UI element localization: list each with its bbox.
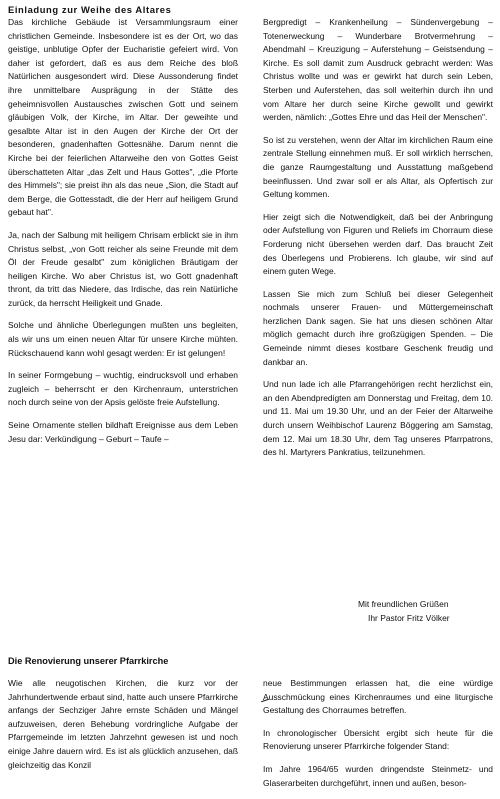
closing-greeting: Mit freundlichen Grüßen <box>358 599 449 609</box>
article-title: Einladung zur Weihe des Altares <box>8 4 172 15</box>
paragraph: neue Bestimmungen erlassen hat, die eine würdige Ausschmückung eines Kirchenraumes und eine liturgische Gestaltung des Chorraumes betreffen. <box>263 678 493 716</box>
section-title: Die Renovierung unserer Pfarrkirche <box>8 656 169 666</box>
paragraph: Hier zeigt sich die Notwendigkeit, daß bei der Anbringung oder Aufstellung von Figuren und Reliefs im Chorraum diese Forderung nicht übersehen werden darf. Das braucht Zeit des Überlegens und Probierens. Ich glaube, wir sind auf einem guten Wege. <box>263 211 493 277</box>
paragraph: Wie alle neugotischen Kirchen, die kurz vor der Jahrhundertwende erbaut sind, hatte auch unsere Pfarrkirche anfangs der Sechziger Jahre ernste Schäden und Mängel aufzuweisen, deren Behebung vordringliche Aufgabe der Pfarrgemeinde im letzten Jahrzehnt gewesen ist und noch einige Jahre dauern wird. Es ist als glücklich anzusehen, daß gleichzeitig das Konzil <box>8 678 238 770</box>
paragraph: Ja, nach der Salbung mit heiligem Chrisam erblickt sie in ihm Christus selbst, „von Gott reicher als seine Freunde mit dem Öl der Freude gesalbt" zum königlichen Bräutigam der heiligen Kirche. Wo aber Christus ist, wo Gott gnadenhaft thront, da tritt das Niedere, das Irdische, das rein Natürliche zurück, da herrscht Heiligkeit und Gnade. <box>8 229 238 308</box>
column-left-bottom <box>8 677 238 781</box>
column-left-top <box>8 16 238 455</box>
signature-name: Ihr Pastor Fritz Völker <box>368 612 450 623</box>
paragraph: Im Jahre 1964/65 wurden dringendste Steinmetz- und Glaserarbeiten durchgeführt, innen und außen, beson- <box>263 763 493 788</box>
paragraph: In chronologischer Übersicht ergibt sich heute für die Renovierung unserer Pfarrkirche folgender Stand: <box>263 727 493 752</box>
paragraph: Bergpredigt – Krankenheilung – Sündenvergebung – Totenerweckung – Wunderbare Brotvermehrung – Abendmahl – Kreuzigung – Auferstehung – Geistsendung – Kirche. Es soll damit zum Ausdruck gebracht werden: Was Christus wollte und was er gewirkt hat durch sein Leben, Sterben und Auferstehen, das soll weiterhin durch ihn und vom Altare her durch seine Kirche gewollt und gewirkt werden, nämlich: „Gottes Ehre und das Heil der Menschen". <box>263 17 493 123</box>
paragraph: Seine Ornamente stellen bildhaft Ereignisse aus dem Leben Jesu dar: Verkündigung – Geburt – Taufe – <box>8 420 238 444</box>
column-right-top <box>263 16 493 469</box>
column-right-bottom <box>263 677 493 799</box>
paragraph: Das kirchliche Gebäude ist Versammlungsraum einer christlichen Gemeinde. Insbesondere ist es der Ort, wo das geistige, unblutige Opfer der Eucharistie gefeiert wird. Von daher ist gefordert, daß es aus dem Reiche des bloß Natürlichen ausgesondert wird. Diese Aussonderung findet ihre unmittelbare Ausprägung in der Stätte des geheimnisvollen Austausches zwischen Gott und seinem gläubigen Volk, der Kirche, im Altar. Der geweihte und gesalbte Altar ist in den Augen der Kirche der Ort der besonderen, gnadenhaften Gottesnähe. Darum nennt die Kirche bei der feierlichen Altarweihe den von Gottes Geist überschatteten Altar „das Zelt und Haus Gottes", „die Pforte des Himmels"; sie preist ihn als das neue „Sion, die Stadt auf dem Berge, die Gottesstadt, die der Herr auf heiligem Grund gebaut hat". <box>8 17 238 218</box>
paragraph: Und nun lade ich alle Pfarrangehörigen recht herzlichst ein, an den Abendpredigten am Donnerstag und Freitag, dem 10. und 11. Mai um 19.30 Uhr, und an der Feier der Altarweihe durch unsern Weihbischof Laurenz Böggering am Samstag, dem 12. Mai um 18.30 Uhr, dem Tag unseres Pfarrpatrons, des hl. Martyrers Pankratius, teilzunehmen. <box>263 379 493 458</box>
paragraph: In seiner Formgebung – wuchtig, eindrucksvoll und erhaben zugleich – beherrscht er den Kirchenraum, unterstrichen noch durch seine von der Apsis gelöste freie Aufstellung. <box>8 370 238 408</box>
closing-signature <box>263 598 493 625</box>
paragraph: Solche und ähnliche Überlegungen mußten uns begleiten, als wir uns um einen neuen Altar für unsere Kirche mühten. Rückschauend kann wohl gesagt werden: Er ist gelungen! <box>8 320 238 358</box>
paragraph: Lassen Sie mich zum Schluß bei dieser Gelegenheit nochmals unserer Frauen- und Müttergemeinschaft herzlichen Dank sagen. Sie hat uns diesen schönen Altar möglich gemacht durch ihre großzügigen Spenden. – Die Gemeinde nimmt dieses kostbare Geschenk freudig und dankbar an. <box>263 288 493 367</box>
paragraph: So ist zu verstehen, wenn der Altar im kirchlichen Raum eine zentrale Stellung einnehmen muß. Er soll wirklich herrschen, die ganze Raumgestaltung und Ausstattung maßgebend beeinflussen. Und zwar soll er als Altar, als Opfertisch zur Geltung kommen. <box>263 134 493 200</box>
